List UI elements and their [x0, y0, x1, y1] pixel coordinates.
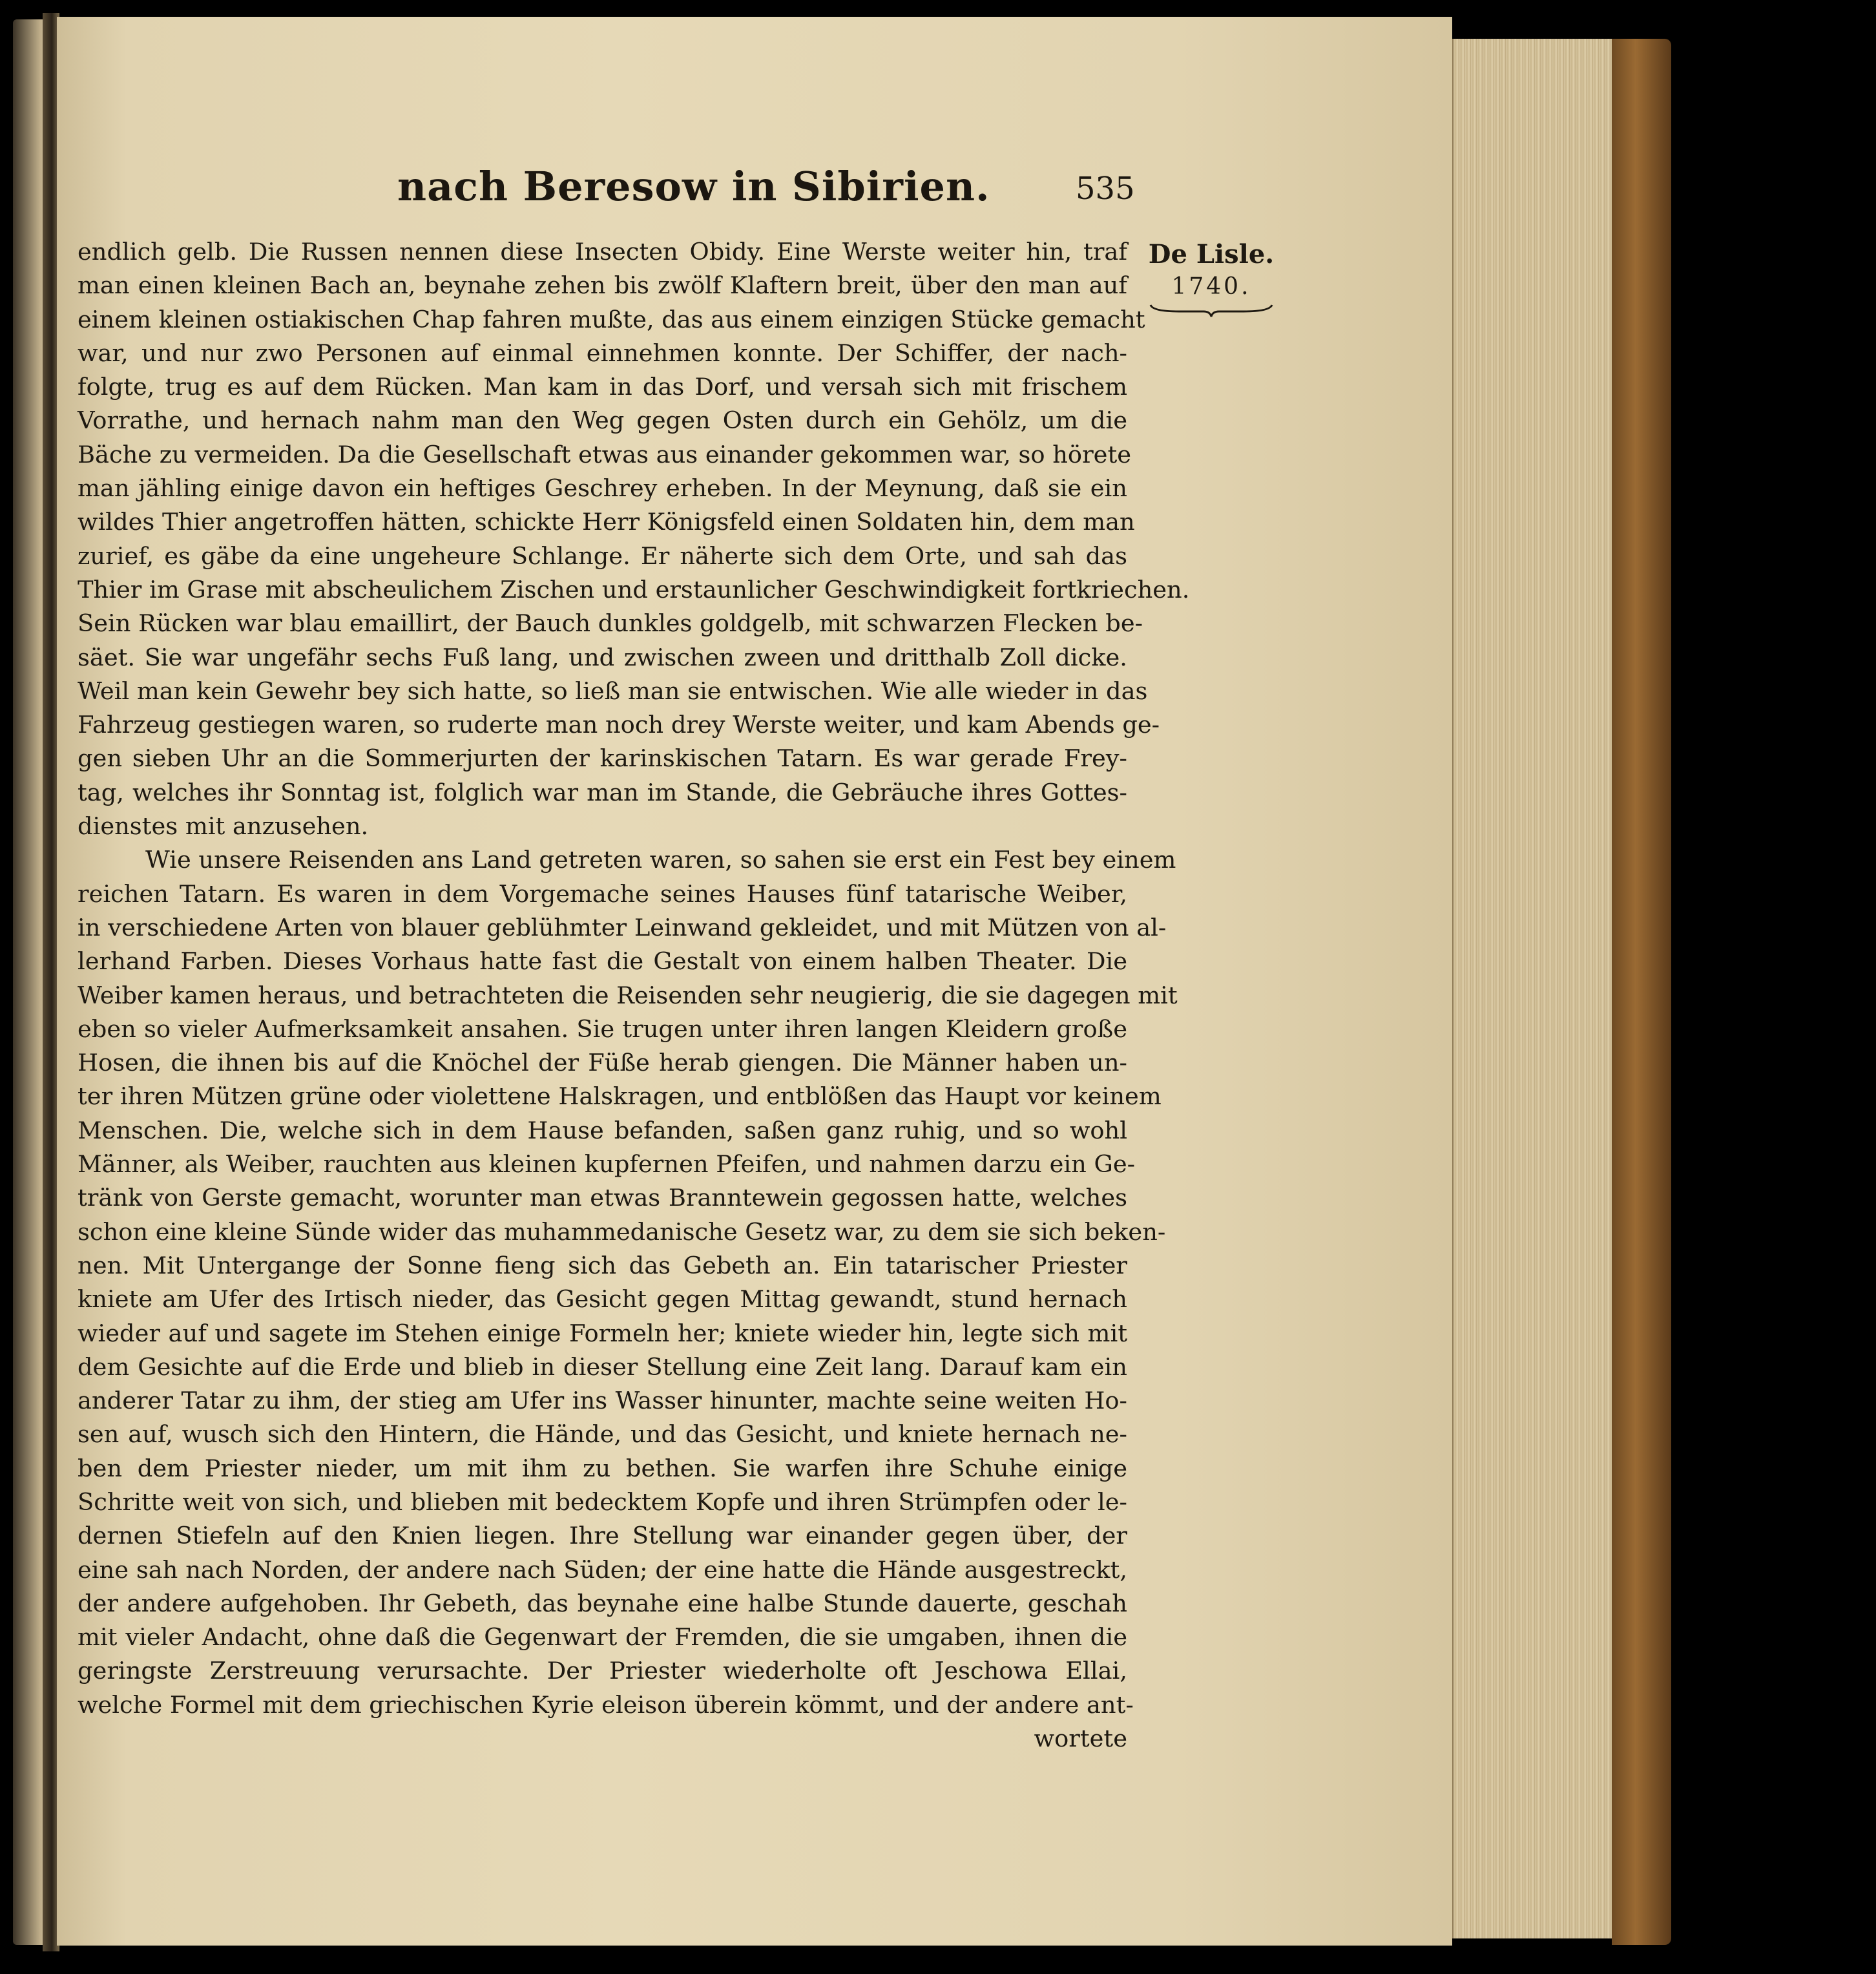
- text-line: ben dem Priester nieder, um mit ihm zu bethen. Sie warfen ihre Schuhe einige: [78, 1454, 1127, 1482]
- text-line: Fahrzeug gestiegen waren, so ruderte man noch drey Werste weiter, und kam Abends ge-: [78, 711, 1160, 739]
- text-line: Sein Rücken war blau emaillirt, der Bauch dunkles goldgelb, mit schwarzen Flecken be-: [78, 609, 1143, 638]
- text-line: Thier im Grase mit abscheulichem Zischen und erstaunlicher Geschwindigkeit fortkriechen.: [78, 575, 1190, 604]
- running-title: nach Beresow in Sibirien.: [397, 163, 990, 210]
- text-line: Weil man kein Gewehr bey sich hatte, so ließ man sie entwischen. Wie alle wieder in das: [78, 677, 1148, 705]
- text-line: gen sieben Uhr an die Sommerjurten der karinskischen Tatarn. Es war gerade Frey-: [78, 744, 1127, 773]
- text-line: Schritte weit von sich, und blieben mit bedecktem Kopfe und ihren Strümpfen oder le-: [78, 1487, 1127, 1516]
- text-line: säet. Sie war ungefähr sechs Fuß lang, und zwischen zween und dritthalb Zoll dicke.: [78, 643, 1127, 671]
- text-line: Männer, als Weiber, rauchten aus kleinen kupfernen Pfeifen, und nahmen darzu ein Ge-: [78, 1150, 1136, 1179]
- text-line: man jähling einige davon ein heftiges Geschrey erheben. In der Meynung, daß sie ein: [78, 474, 1127, 503]
- text-line: endlich gelb. Die Russen nennen diese Insecten Obidy. Eine Werste weiter hin, traf: [78, 238, 1127, 266]
- book-cover-edge: [1612, 39, 1671, 1945]
- text-line: reichen Tatarn. Es waren in dem Vorgemache seines Hauses fünf tatarische Weiber,: [78, 879, 1127, 908]
- body-text: [78, 235, 1190, 1756]
- catchword: wortete: [1034, 1725, 1127, 1753]
- text-line: Wie unsere Reisenden ans Land getreten waren, so sahen sie erst ein Fest bey einem: [145, 846, 1176, 874]
- margin-note-year: 1740.: [1171, 273, 1251, 300]
- text-line: man einen kleinen Bach an, beynahe zehen bis zwölf Klaftern breit, über den man auf: [78, 271, 1127, 300]
- text-line: der andere aufgehoben. Ihr Gebeth, das beynahe eine halbe Stunde dauerte, geschah: [78, 1589, 1127, 1617]
- text-line: kniete am Ufer des Irtisch nieder, das Gesicht gegen Mittag gewandt, stund hernach: [78, 1285, 1127, 1314]
- text-line: wildes Thier angetroffen hätten, schickte Herr Königsfeld einen Soldaten hin, dem man: [78, 508, 1135, 536]
- text-line: Bäche zu vermeiden. Da die Gesellschaft etwas aus einander gekommen war, so hörete: [78, 440, 1132, 468]
- text-line: dienstes mit anzusehen.: [78, 812, 369, 841]
- text-line: anderer Tatar zu ihm, der stieg am Ufer ins Wasser hinunter, machte seine weiten Ho-: [78, 1387, 1127, 1415]
- margin-brace-icon: [1147, 301, 1276, 318]
- text-line: eine sah nach Norden, der andere nach Süden; der eine hatte die Hände ausgestreckt,: [78, 1555, 1127, 1584]
- page-number: 535: [1076, 171, 1135, 207]
- text-line: dernen Stiefeln auf den Knien liegen. Ihre Stellung war einander gegen über, der: [78, 1522, 1127, 1550]
- text-line: zurief, es gäbe da eine ungeheure Schlange. Er näherte sich dem Orte, und sah das: [78, 541, 1127, 570]
- page-edges: [1452, 39, 1615, 1938]
- text-line: folgte, trug es auf dem Rücken. Man kam in das Dorf, und versah sich mit frischem: [78, 373, 1127, 401]
- margin-note-author: De Lisle.: [1148, 239, 1275, 269]
- text-line: eben so vieler Aufmerksamkeit ansahen. Sie trugen unter ihren langen Kleidern große: [78, 1014, 1127, 1043]
- text-line: sen auf, wusch sich den Hintern, die Hände, und das Gesicht, und kniete hernach ne-: [78, 1420, 1127, 1449]
- text-line: tag, welches ihr Sonntag ist, folglich war man im Stande, die Gebräuche ihres Gottes-: [78, 778, 1127, 806]
- text-line: wieder auf und sagete im Stehen einige Formeln her; kniete wieder hin, legte sich mit: [78, 1319, 1127, 1347]
- page-header: [78, 163, 1137, 227]
- text-line: schon eine kleine Sünde wider das muhammedanische Gesetz war, zu dem sie sich beken-: [78, 1217, 1166, 1246]
- text-line: welche Formel mit dem griechischen Kyrie eleison überein kömmt, und der andere ant-: [78, 1690, 1134, 1719]
- text-line: mit vieler Andacht, ohne daß die Gegenwart der Fremden, die sie umgaben, ihnen die: [78, 1623, 1127, 1652]
- text-line: Menschen. Die, welche sich in dem Hause befanden, saßen ganz ruhig, und so wohl: [78, 1116, 1127, 1144]
- text-line: war, und nur zwo Personen auf einmal einnehmen konnte. Der Schiffer, der nach-: [78, 339, 1127, 367]
- text-line: Weiber kamen heraus, und betrachteten die Reisenden sehr neugierig, die sie dagegen mit: [78, 981, 1178, 1009]
- margin-note: [1147, 239, 1276, 318]
- text-line: tränk von Gerste gemacht, worunter man etwas Branntewein gegossen hatte, welches: [78, 1184, 1127, 1212]
- text-line: dem Gesichte auf die Erde und blieb in dieser Stellung eine Zeit lang. Darauf kam ein: [78, 1352, 1127, 1381]
- text-line: in verschiedene Arten von blauer geblühmter Leinwand gekleidet, und mit Mützen von al-: [78, 913, 1167, 941]
- text-line: einem kleinen ostiakischen Chap fahren mußte, das aus einem einzigen Stücke gemacht: [78, 305, 1145, 333]
- text-line: lerhand Farben. Dieses Vorhaus hatte fast die Gestalt von einem halben Theater. Die: [78, 947, 1127, 976]
- text-line: Hosen, die ihnen bis auf die Knöchel der Füße herab giengen. Die Männer haben un-: [78, 1049, 1127, 1077]
- text-line: nen. Mit Untergange der Sonne fieng sich das Gebeth an. Ein tatarischer Priester: [78, 1251, 1127, 1279]
- text-line: Vorrathe, und hernach nahm man den Weg gegen Osten durch ein Gehölz, um die: [78, 406, 1127, 435]
- text-line: ter ihren Mützen grüne oder violettene Halskragen, und entblößen das Haupt vor keinem: [78, 1082, 1162, 1111]
- text-line: geringste Zerstreuung verursachte. Der Priester wiederholte oft Jeschowa Ellai,: [78, 1657, 1127, 1685]
